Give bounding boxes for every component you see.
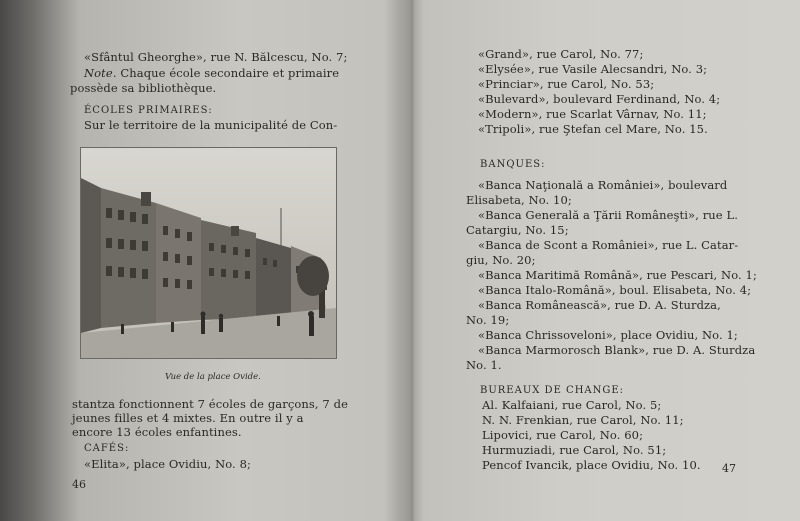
banks-heading: BANQUES:: [480, 159, 546, 170]
bank-line-2: Elisabeta, No. 10;: [466, 193, 572, 207]
cafe-elysee: «Elysée», rue Vasile Alecsandri, No. 3;: [478, 62, 708, 76]
bank-line-12: «Banca Marmorosch Blank», rue D. A. Sturdza: [478, 343, 756, 357]
left-line-6: stantza fonctionnent 7 écoles de garçons, 7 de: [72, 397, 348, 411]
bank-line-13: No. 1.: [466, 358, 502, 372]
exchange-line-2: N. N. Frenkian, rue Carol, No. 11;: [482, 413, 684, 427]
bank-line-8: «Banca Italo-Română», boul. Elisabeta, No. 4;: [478, 283, 752, 297]
bank-line-4: Catargiu, No. 15;: [466, 223, 569, 237]
left-page-number: 46: [72, 478, 86, 491]
note-label: Note.: [84, 66, 117, 80]
note-text: Chaque école secondaire et primaire: [116, 66, 340, 80]
bank-line-11: «Banca Chrissoveloni», place Ovidiu, No. 1;: [478, 328, 738, 342]
bank-line-9: «Banca Românească», rue D. A. Sturdza,: [478, 298, 721, 312]
exchange-line-4: Hurmuziadi, rue Carol, No. 51;: [482, 443, 667, 457]
primary-schools-heading: ÉCOLES PRIMAIRES:: [84, 105, 213, 116]
bank-line-1: «Banca Naţională a României», boulevard: [478, 178, 728, 192]
cafes-heading: CAFÉS:: [84, 443, 130, 454]
exchange-line-5: Pencof Ivancik, place Ovidiu, No. 10.: [482, 458, 701, 472]
bank-line-7: «Banca Maritimă Română», rue Pescari, No. 1;: [478, 268, 757, 282]
cafe-modern: «Modern», rue Scarlat Vârnav, No. 11;: [478, 107, 707, 121]
left-line-7: jeunes filles et 4 mixtes. En outre il y a: [72, 411, 304, 425]
photo-caption: Vue de la place Ovide.: [165, 372, 261, 382]
street-scene-illustration: [81, 148, 336, 358]
left-line-10: «Elita», place Ovidiu, No. 8;: [84, 457, 251, 471]
left-line-2: [84, 66, 339, 80]
bank-line-6: giu, No. 20;: [466, 253, 536, 267]
cafe-bulevard: «Bulevard», boulevard Ferdinand, No. 4;: [478, 92, 721, 106]
left-line-8: encore 13 écoles enfantines.: [72, 425, 242, 439]
place-ovide-photo: [80, 147, 337, 382]
right-page-number: 47: [722, 462, 736, 475]
bank-line-5: «Banca de Scont a României», rue L. Catar-: [478, 238, 739, 252]
bank-line-10: No. 19;: [466, 313, 510, 327]
exchange-heading: BUREAUX DE CHANGE:: [480, 385, 625, 396]
left-line-5: Sur le territoire de la municipalité de Con-: [84, 118, 338, 132]
bank-line-3: «Banca Generală a Ţării Româneşti», rue L.: [478, 208, 738, 222]
cafe-princiar: «Princiar», rue Carol, No. 53;: [478, 77, 655, 91]
cafe-tripoli: «Tripoli», rue Ştefan cel Mare, No. 15.: [478, 122, 708, 136]
exchange-line-3: Lipovici, rue Carol, No. 60;: [482, 428, 644, 442]
cafe-grand: «Grand», rue Carol, No. 77;: [478, 47, 644, 61]
left-line-3: possède sa bibliothèque.: [70, 81, 217, 95]
left-line-1: «Sfântul Gheorghe», rue N. Bălcescu, No. 7;: [84, 50, 348, 64]
book-gutter: [400, 0, 424, 521]
exchange-line-1: Al. Kalfaiani, rue Carol, No. 5;: [482, 398, 662, 412]
